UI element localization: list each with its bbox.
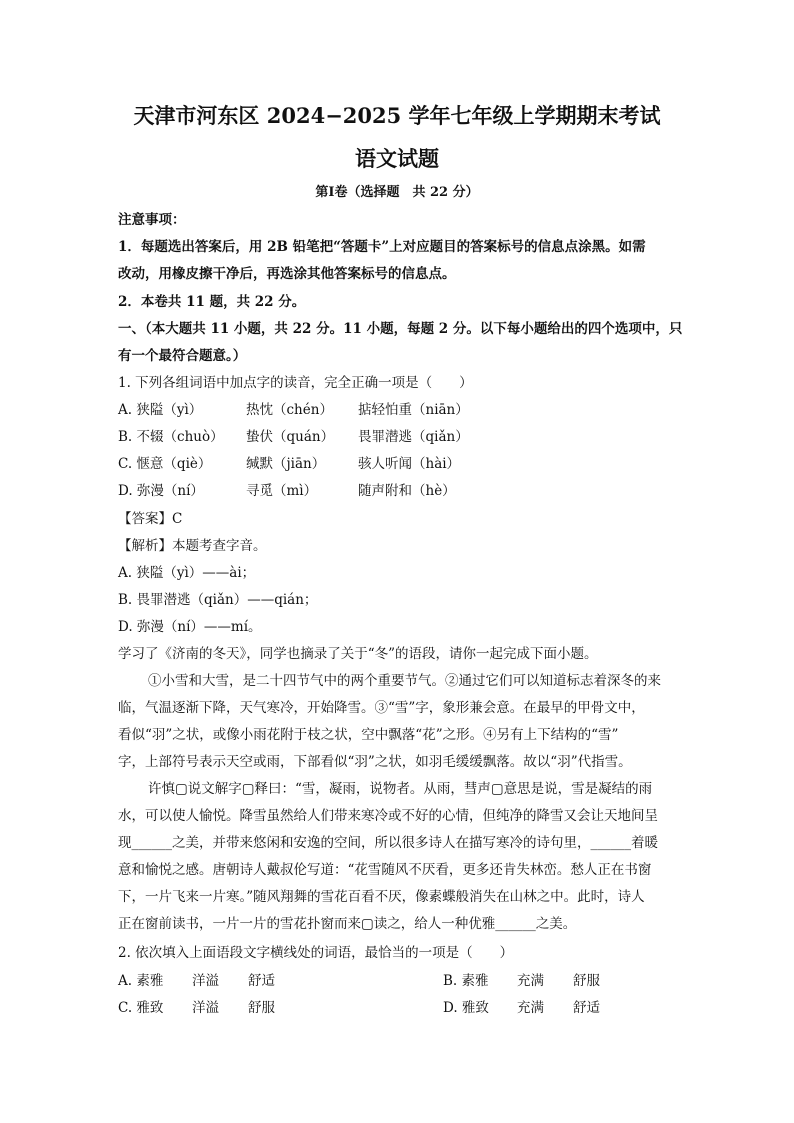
q1-option-b [118, 425, 469, 445]
q1-option-c-2: 缄默（jiān） [246, 456, 326, 472]
q1-option-b-1: B. 不辍（chuò） [118, 429, 224, 445]
q1-option-d-2: 寻觅（mì） [246, 483, 318, 499]
passage-p1-line4: 字，上部符号表示天空或雨，下部看似“羽”之状，如羽毛缓缓飘落。故以“羽”代指雪。 [118, 754, 632, 770]
q2-option-b-3: 舒服 [573, 973, 600, 989]
q2-option-c-2: 洋溢 [192, 1000, 219, 1016]
exam-title: 天津市河东区 2024−2025 学年七年级上学期期末考试 [133, 103, 661, 128]
subject-title: 语文试题 [355, 146, 439, 171]
q2-option-c [118, 996, 304, 1016]
passage-p2-line1: 许慎▢说文解字▢释曰：“雪，凝雨，说物者。从雨，彗声▢意思是说，雪是凝结的雨 [148, 781, 653, 797]
q2-option-d [443, 996, 629, 1016]
q2-option-d-2: 充满 [517, 1000, 544, 1016]
q2-option-d-1: D. 雅致 [443, 1000, 489, 1016]
q1-answer: 【答案】C [118, 511, 183, 527]
passage-p1-line3: 看似“羽”之状，或像小雨花附于枝之状，空中飘落“花”之形。④另有上下结构的“雪” [118, 727, 619, 743]
notice-item-1-cont: 改动，用橡皮擦干净后，再选涂其他答案标号的信息点。 [118, 266, 456, 282]
q2-option-a-2: 洋溢 [192, 973, 219, 989]
q2-option-c-3: 舒服 [248, 1000, 275, 1016]
q1-option-b-3: 畏罪潜逃（qiǎn） [358, 429, 469, 445]
q1-option-a-2: 热忱（chén） [246, 402, 333, 418]
q1-option-a [118, 398, 469, 418]
part1-heading-cont: 有一个最符合题意。） [118, 348, 247, 364]
q1-option-a-3: 掂轻怕重（niān） [358, 402, 469, 418]
q1-fix-a: A. 狭隘（yì）——ài； [118, 565, 256, 581]
q2-option-c-1: C. 雅致 [118, 1000, 164, 1016]
q2-option-a [118, 969, 304, 989]
passage-intro: 学习了《济南的冬天》，同学也摘录了关于“冬”的语段，请你一起完成下面小题。 [118, 646, 598, 662]
q1-option-d-3: 随声附和（hè） [358, 483, 456, 499]
q1-option-c-3: 骇人听闻（hài） [358, 456, 461, 472]
q2-option-d-3: 舒适 [573, 1000, 600, 1016]
q1-option-d-1: D. 弥漫（ní） [118, 483, 204, 499]
q1-option-b-2: 蛰伏（quán） [246, 429, 335, 445]
q1-option-c-1: C. 惬意（qiè） [118, 456, 212, 472]
q1-analysis: 【解析】本题考查字音。 [118, 538, 267, 554]
notice-item-1: 1．每题选出答案后，用 2B 铅笔把“答题卡”上对应题目的答案标号的信息点涂黑。如需 [118, 239, 646, 255]
q1-stem: 1. 下列各组词语中加点字的读音，完全正确一项是（ ） [118, 375, 473, 391]
q2-option-b-1: B. 素雅 [443, 973, 489, 989]
passage-p1-line1: ①小雪和大雪，是二十四节气中的两个重要节气。②通过它们可以知道标志着深冬的来 [148, 673, 661, 689]
passage-p2-line3: 现______之美，并带来悠闲和安逸的空间，所以很多诗人在描写寒冷的诗句里，______着暖 [118, 835, 658, 851]
q1-fix-d: D. 弥漫（ní）——mí。 [118, 619, 262, 635]
passage-p2-line5: 下，一片飞来一片寒。”随风翔舞的雪花百看不厌，像素蝶般消失在山林之中。此时，诗人 [118, 889, 645, 905]
q2-option-a-1: A. 素雅 [118, 973, 164, 989]
passage-p2-line2: 水，可以使人愉悦。降雪虽然给人们带来寒冷或不好的心情，但纯净的降雪又会让天地间呈 [118, 808, 658, 824]
passage-p2-line4: 意和愉悦之感。唐朝诗人戴叔伦写道：“花雪随风不厌看，更多还肯失林峦。愁人正在书窗 [118, 862, 652, 878]
q1-option-c [118, 452, 460, 472]
passage-p1-line2: 临，气温逐渐下降，天气寒冷，开始降雪。③“雪”字，象形兼会意。在最早的甲骨文中， [118, 700, 645, 716]
q1-option-d [118, 479, 456, 499]
q2-option-b-2: 充满 [517, 973, 544, 989]
q2-option-a-3: 舒适 [248, 973, 275, 989]
q2-stem: 2. 依次填入上面语段文字横线处的词语，最恰当的一项是（ ） [118, 945, 514, 961]
part1-heading: 一、（本大题共 11 小题，共 22 分。11 小题，每题 2 分。以下每小题给出的四个选项中，只 [118, 321, 683, 337]
notice-item-2: 2．本卷共 11 题，共 22 分。 [118, 294, 306, 310]
passage-p2-line6: 正在窗前读书，一片一片的雪花扑窗而来▢读之，给人一种优雅______之美。 [118, 916, 577, 932]
q1-fix-b: B. 畏罪潜逃（qiǎn）——qián； [118, 592, 318, 608]
section-title: 第Ⅰ卷（选择题 共 22 分） [315, 185, 479, 200]
q2-option-b [443, 969, 629, 989]
q1-option-a-1: A. 狭隘（yì） [118, 402, 203, 418]
notice-heading: 注意事项： [118, 212, 186, 228]
